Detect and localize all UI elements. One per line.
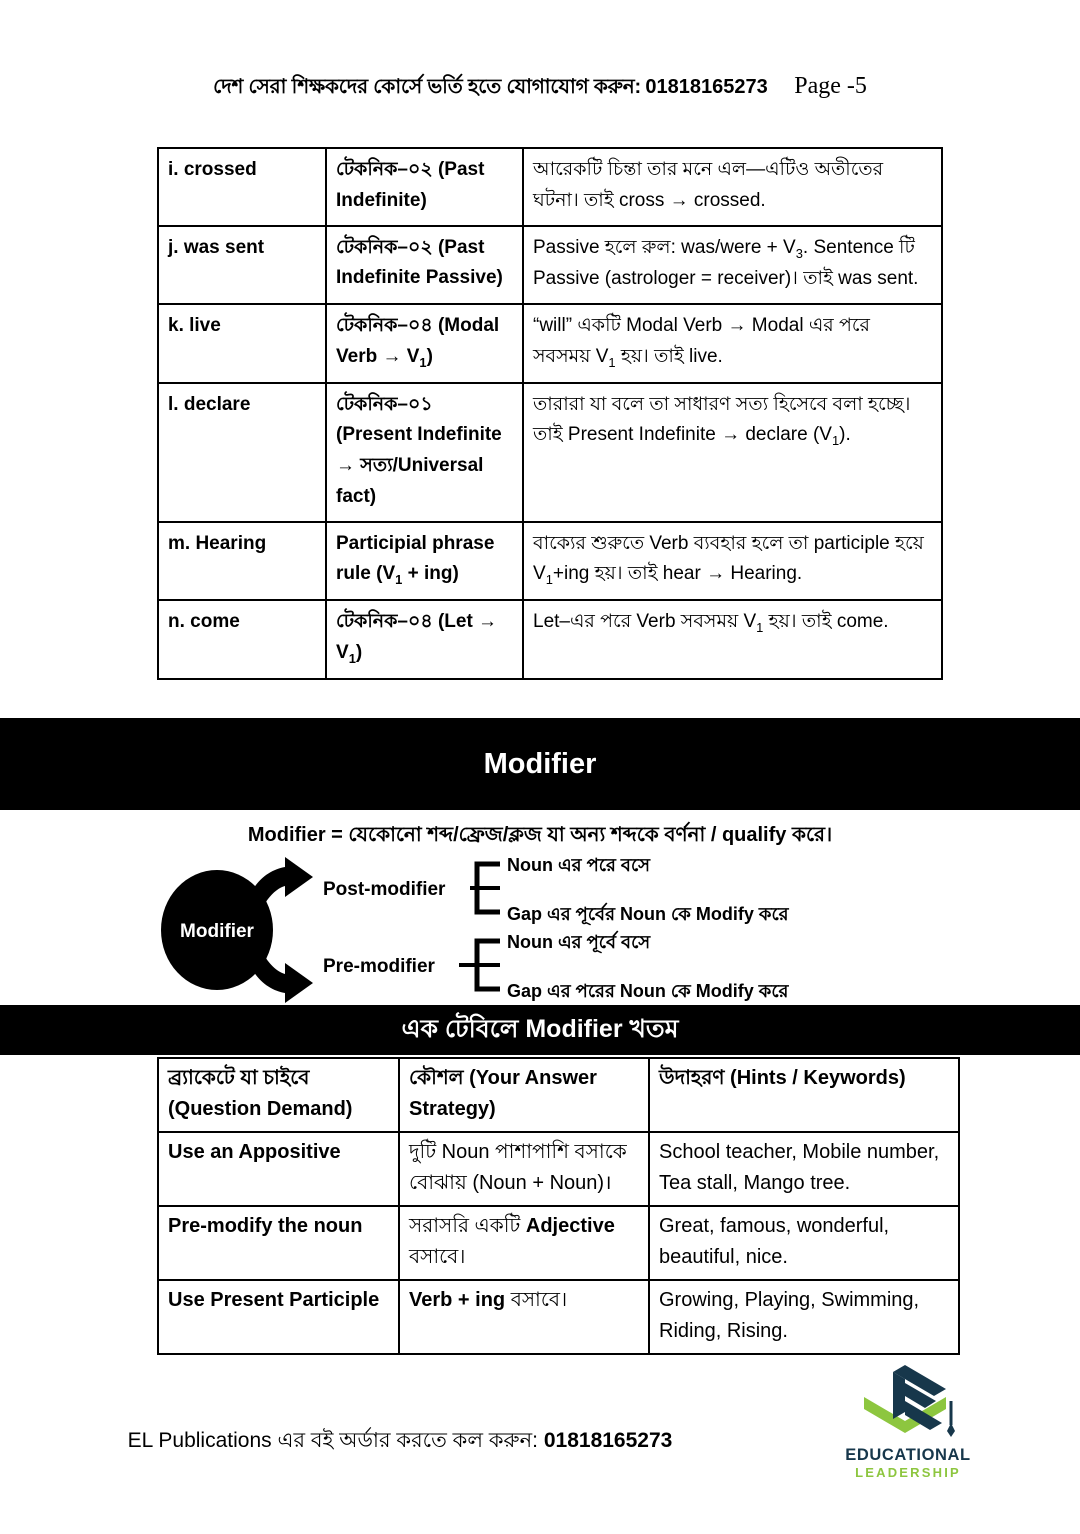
- column-header-strategy: কৌশল (Your Answer Strategy): [399, 1058, 649, 1132]
- cell-strategy: দুটি Noun পাশাপাশি বসাকে বোঝায় (Noun + Noun)।: [399, 1132, 649, 1206]
- cell-strategy: [399, 1280, 649, 1354]
- strategy-part: বসাবে।: [409, 1246, 466, 1268]
- strategy-part: বসাবে।: [505, 1289, 568, 1311]
- explanation-part: Let–এর পরে Verb সবসময় V: [533, 611, 757, 633]
- cell-rule: [326, 600, 523, 678]
- explanation-part: হয়। তাই live.: [615, 345, 723, 367]
- logo-mark-icon: [850, 1361, 966, 1439]
- logo-word-educational: EDUCATIONAL: [845, 1446, 971, 1464]
- table-row: [158, 522, 942, 600]
- cell-verb: k. live: [158, 304, 326, 382]
- table-row: [158, 1206, 959, 1280]
- explanation-part: “will” একটি Modal Verb → Modal এর পরে সবসময় V: [533, 315, 870, 367]
- cell-verb: l. declare: [158, 383, 326, 522]
- verb-form-subscript: 1: [831, 433, 840, 449]
- cell-demand: Use an Appositive: [158, 1132, 399, 1206]
- verb-form-subscript: 1: [756, 619, 764, 635]
- footer-phone-number: 01818165273: [543, 1429, 673, 1452]
- rule-part: ): [426, 345, 433, 367]
- modifier-diagram: [155, 855, 1015, 1005]
- footer-order-line: [0, 1424, 800, 1459]
- cell-demand: Pre-modify the noun: [158, 1206, 399, 1280]
- table-row: [158, 304, 942, 382]
- modifier-definition-line: Modifier = যেকোনো শব্দ/ফ্রেজ/ক্লজ যা অন্য শব্দকে বর্ণনা / qualify করে।: [247, 824, 833, 846]
- rule-part: Participial phrase rule (V: [336, 532, 495, 585]
- cell-rule: [326, 304, 523, 382]
- post-modifier-arrow-icon: [251, 857, 313, 907]
- explanation-part: +ing হয়। তাই hear → Hearing.: [552, 563, 803, 585]
- cell-verb: m. Hearing: [158, 522, 326, 600]
- cell-rule: টেকনিক–০২ (Past Indefinite): [326, 148, 523, 226]
- cell-rule: টেকনিক–০১ (Present Indefinite → সত্য/Universal fact): [326, 383, 523, 522]
- cell-rule: [326, 522, 523, 600]
- page-header: [0, 72, 1080, 105]
- column-header-examples: উদাহরণ (Hints / Keywords): [649, 1058, 959, 1132]
- footer-text-part: EL Publications এর বই অর্ডার করতে কল করুন:: [127, 1429, 544, 1452]
- rule-part: ): [355, 641, 363, 663]
- verb-form-subscript: 1: [348, 650, 356, 666]
- verb-form-subscript: 1: [608, 354, 616, 370]
- explanation-part: ).: [839, 424, 851, 446]
- table-row: [158, 148, 942, 226]
- verb-form-subscript: 1: [419, 354, 427, 370]
- cell-example: School teacher, Mobile number, Tea stall, Mango tree.: [649, 1132, 959, 1206]
- cell-explanation: [523, 226, 942, 304]
- cell-verb: n. come: [158, 600, 326, 678]
- verb-form-subscript: 3: [795, 245, 803, 261]
- table-row: [158, 600, 942, 678]
- explanation-part: বাক্যের শুরুতে Verb ব্যবহার হলে তা participle হয়ে V: [533, 532, 924, 585]
- cell-rule: টেকনিক–০২ (Past Indefinite Passive): [326, 226, 523, 304]
- cell-explanation: [523, 600, 942, 678]
- rule-part: + ing): [402, 563, 459, 585]
- section-banner-modifier-table: [0, 1005, 1080, 1055]
- explanation-part: হয়। তাই come.: [763, 611, 889, 633]
- educational-leadership-logo: [838, 1361, 978, 1480]
- explanation-part: Passive হলে রুল: was/were + V: [533, 236, 796, 258]
- banner-title: Modifier: [483, 747, 597, 780]
- table-header-row: [158, 1058, 959, 1132]
- post-modifier-leaf-1: Noun এর পরে বসে: [507, 855, 651, 875]
- branch-label-pre-modifier: Pre-modifier: [323, 956, 435, 977]
- pre-modifier-leaf-1: Noun এর পূর্বে বসে: [507, 932, 651, 952]
- logo-word-leadership: LEADERSHIP: [855, 1465, 961, 1480]
- section-banner-modifier: [0, 718, 1080, 810]
- pre-modifier-arrow-icon: [251, 953, 313, 1003]
- cell-explanation: আরেকটি চিন্তা তার মনে এল—এটিও অতীতের ঘটনা। তাই cross → crossed.: [523, 148, 942, 226]
- branch-label-post-modifier: Post-modifier: [323, 879, 446, 900]
- cell-verb: i. crossed: [158, 148, 326, 226]
- verb-form-subscript: 1: [545, 572, 553, 588]
- cell-explanation: [523, 383, 942, 522]
- cell-example: Growing, Playing, Swimming, Riding, Rising.: [649, 1280, 959, 1354]
- cell-demand: Use Present Participle: [158, 1280, 399, 1354]
- modifier-circle-label: Modifier: [180, 921, 254, 942]
- header-bangla-text: দেশ সেরা শিক্ষকদের কোর্সে ভর্তি হতে যোগাযোগ করুন:: [213, 76, 641, 98]
- cell-strategy: [399, 1206, 649, 1280]
- rule-part: টেকনিক–০৪ (Modal Verb → V: [336, 315, 500, 367]
- cell-verb: j. was sent: [158, 226, 326, 304]
- explanation-part: Sentence টি Passive (astrologer = receiver)। তাই was sent.: [533, 236, 919, 290]
- table-row: [158, 226, 942, 304]
- verb-form-subscript: 1: [395, 572, 403, 588]
- header-phone-number: 01818165273: [645, 76, 768, 98]
- table-row: [158, 1280, 959, 1354]
- technique-table: [157, 147, 943, 680]
- table-row: [158, 1132, 959, 1206]
- page-number-label: Page -5: [794, 73, 867, 99]
- strategy-part: সরাসরি একটি: [409, 1215, 526, 1237]
- cell-explanation: [523, 522, 942, 600]
- rule-part: টেকনিক–০৪ (Let → V: [336, 611, 498, 663]
- banner-title: এক টেবিলে Modifier খতম: [401, 1014, 679, 1043]
- explanation-part: তারারা যা বলে তা সাধারণ সত্য হিসেবে বলা হচ্ছে। তাই Present Indefinite → declare (V: [533, 393, 911, 446]
- modifier-strategy-table: [157, 1057, 960, 1355]
- cell-example: Great, famous, wonderful, beautiful, nice.: [649, 1206, 959, 1280]
- cell-explanation: [523, 304, 942, 382]
- table-row: [158, 383, 942, 522]
- pre-modifier-leaf-2: Gap এর পরের Noun কে Modify করে: [507, 981, 789, 1001]
- post-modifier-leaf-2: Gap এর পূর্বের Noun কে Modify করে: [507, 904, 789, 924]
- strategy-keyword: Adjective: [525, 1215, 615, 1237]
- column-header-question-demand: ব্র্যাকেটে যা চাইবে (Question Demand): [158, 1058, 399, 1132]
- strategy-keyword: Verb + ing: [409, 1289, 506, 1311]
- explanation-part: .: [802, 236, 809, 258]
